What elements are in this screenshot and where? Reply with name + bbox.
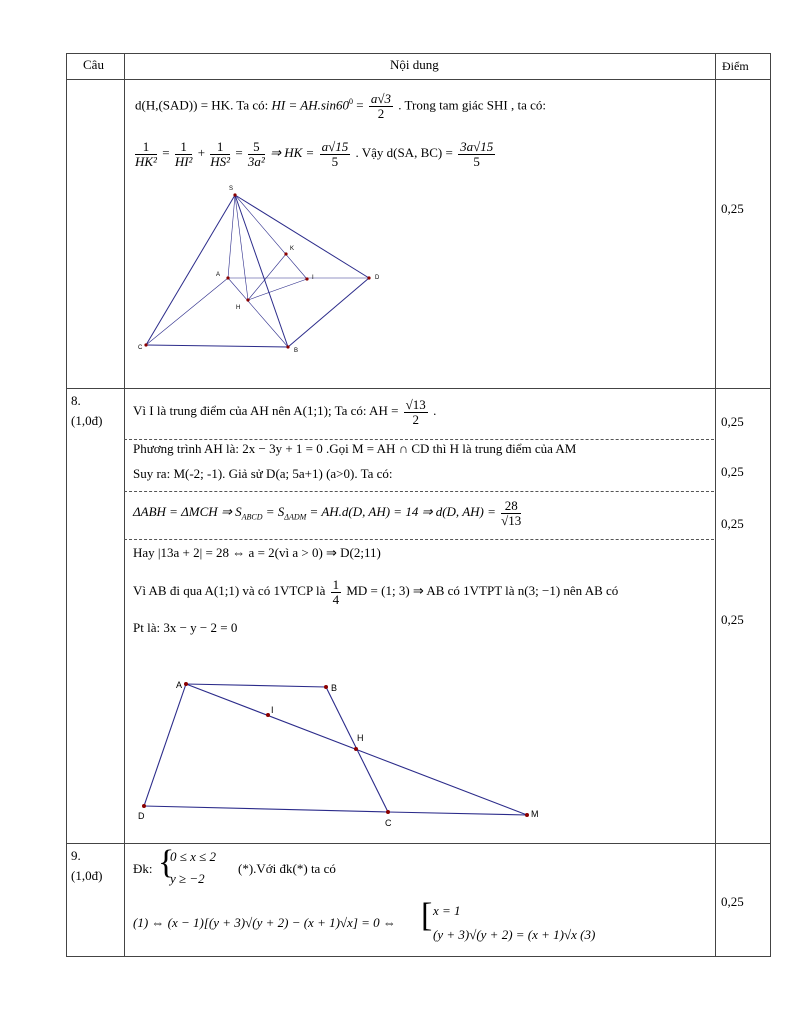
brace-icon: { bbox=[158, 844, 175, 881]
label-i: I bbox=[271, 705, 274, 715]
column-divider bbox=[715, 54, 716, 956]
denominator: 2 bbox=[377, 105, 385, 121]
plus: + bbox=[197, 145, 206, 160]
text-run: Vì AB đi qua A(1;1) và có 1VTCP là bbox=[133, 583, 329, 598]
denominator: HK² bbox=[135, 153, 157, 169]
score: 0,25 bbox=[721, 201, 744, 216]
label-b: B bbox=[294, 348, 299, 354]
equals: = bbox=[162, 145, 170, 160]
denominator: 4 bbox=[332, 591, 340, 607]
denominator: 3a² bbox=[247, 153, 265, 169]
label-i: I bbox=[312, 275, 314, 281]
q8-part3 bbox=[133, 496, 523, 534]
dashed-divider bbox=[124, 439, 714, 440]
denominator: 5 bbox=[473, 153, 480, 169]
label-k: K bbox=[290, 246, 295, 252]
score: 0,25 bbox=[721, 894, 744, 909]
subscript: ABCD bbox=[241, 512, 263, 522]
q9-condition: (*).Với đk(*) ta có bbox=[238, 861, 336, 876]
label-h: H bbox=[357, 733, 364, 743]
trapezoid-figure bbox=[134, 675, 544, 830]
text-run: MD = (1; 3) ⇒ AB có 1VTPT là n(3; −1) nên AB có bbox=[346, 583, 619, 598]
text-run: = AH.d(D, AH) = 14 ⇒ d(D, AH) = bbox=[309, 504, 496, 519]
text-run: . bbox=[433, 403, 437, 418]
text-run: HI = AH.sin60 bbox=[271, 97, 350, 113]
row-divider bbox=[67, 388, 770, 389]
numerator: 1 bbox=[332, 576, 340, 592]
score: 0,25 bbox=[721, 612, 744, 627]
q9-case2: (y + 3)√(y + 2) = (x + 1)√x (3) bbox=[433, 927, 596, 942]
q9-equation: (1) ⇔ (x − 1)[(y + 3)√(y + 2) − (x + 1)√x] = 0 ⇔ bbox=[133, 915, 396, 930]
numerator: 28 bbox=[501, 499, 521, 514]
q9-dk: Đk: bbox=[133, 861, 153, 876]
label-c: C bbox=[385, 818, 392, 828]
denominator: HI² bbox=[174, 153, 193, 169]
text-run: . Trong tam giác SHI , ta có: bbox=[398, 97, 546, 113]
q8-part4-line1: Hay |13a + 2| = 28 ⇔ a = 2(vì a > 0) ⇒ D(2;11) bbox=[133, 545, 381, 560]
header-diem: Điểm bbox=[722, 59, 749, 73]
q9-case1: x = 1 bbox=[433, 903, 461, 918]
dashed-divider bbox=[124, 539, 714, 540]
score: 0,25 bbox=[721, 464, 744, 479]
question-8-label: 8. bbox=[71, 393, 81, 408]
header-noi-dung: Nội dung bbox=[390, 57, 439, 72]
question-9-points: (1,0đ) bbox=[71, 868, 103, 883]
bracket-icon: [ bbox=[421, 897, 433, 934]
label-d: D bbox=[138, 811, 145, 821]
denominator: 5 bbox=[331, 153, 339, 169]
q8-part1 bbox=[133, 395, 436, 427]
label-a: A bbox=[216, 272, 221, 278]
header-cau: Câu bbox=[83, 57, 104, 72]
q9-system-line2: y ≥ −2 bbox=[170, 871, 205, 886]
label-c: C bbox=[138, 345, 143, 351]
label-a: A bbox=[176, 680, 183, 690]
label-s: S bbox=[229, 186, 234, 192]
dashed-divider bbox=[124, 491, 714, 492]
question-8-points: (1,0đ) bbox=[71, 413, 103, 428]
score: 0,25 bbox=[721, 414, 744, 429]
denominator: HS² bbox=[210, 153, 231, 169]
numerator: a√3 bbox=[370, 90, 392, 106]
text-run: ⇒ HK = bbox=[270, 145, 315, 160]
q8-part2-line1: Phương trình AH là: 2x − 3y + 1 = 0 .Gọi M = AH ∩ CD thì H là trung điểm của AM bbox=[133, 441, 577, 456]
question-9-label: 9. bbox=[71, 848, 81, 863]
column-divider bbox=[124, 54, 125, 956]
label-b: B bbox=[331, 683, 338, 693]
text-run: = bbox=[356, 97, 367, 113]
text-run: Vì I là trung điểm của AH nên A(1;1); Ta có: AH = bbox=[133, 403, 399, 418]
numerator: √13 bbox=[405, 396, 426, 412]
label-d: D bbox=[375, 275, 380, 281]
text-run: ΔABH = ΔMCH ⇒ S bbox=[133, 504, 242, 519]
text-run: d(H,(SAD)) = HK. Ta có: bbox=[135, 97, 272, 113]
label-h: H bbox=[236, 305, 241, 311]
equals: = bbox=[235, 145, 243, 160]
numerator: 1 bbox=[175, 140, 193, 155]
subscript: ΔADM bbox=[284, 512, 307, 522]
denominator: 2 bbox=[412, 411, 419, 427]
q8-part4-line3: Pt là: 3x − y − 2 = 0 bbox=[133, 620, 238, 635]
denominator: √13 bbox=[501, 512, 522, 528]
numerator: 1 bbox=[135, 140, 157, 155]
score: 0,25 bbox=[721, 516, 744, 531]
degree: 0 bbox=[349, 97, 354, 106]
text-run: . Vậy d(SA, BC) = bbox=[355, 145, 453, 160]
numerator: 3a√15 bbox=[460, 138, 494, 154]
pyramid-figure bbox=[135, 182, 395, 357]
q9-system-line1: 0 ≤ x ≤ 2 bbox=[170, 849, 217, 864]
row-divider bbox=[67, 79, 770, 80]
q8-part4-line2 bbox=[133, 576, 618, 607]
q8-part2-line2: Suy ra: M(-2; -1). Giả sử D(a; 5a+1) (a>0). Ta có: bbox=[133, 466, 393, 481]
numerator: 1 bbox=[210, 140, 230, 155]
label-m: M bbox=[531, 809, 539, 819]
formula-line bbox=[133, 136, 497, 170]
text-run: = S bbox=[265, 504, 285, 519]
numerator: 5 bbox=[248, 140, 265, 155]
numerator: a√15 bbox=[321, 138, 349, 154]
hk-line bbox=[135, 88, 546, 121]
fraction bbox=[369, 92, 393, 121]
